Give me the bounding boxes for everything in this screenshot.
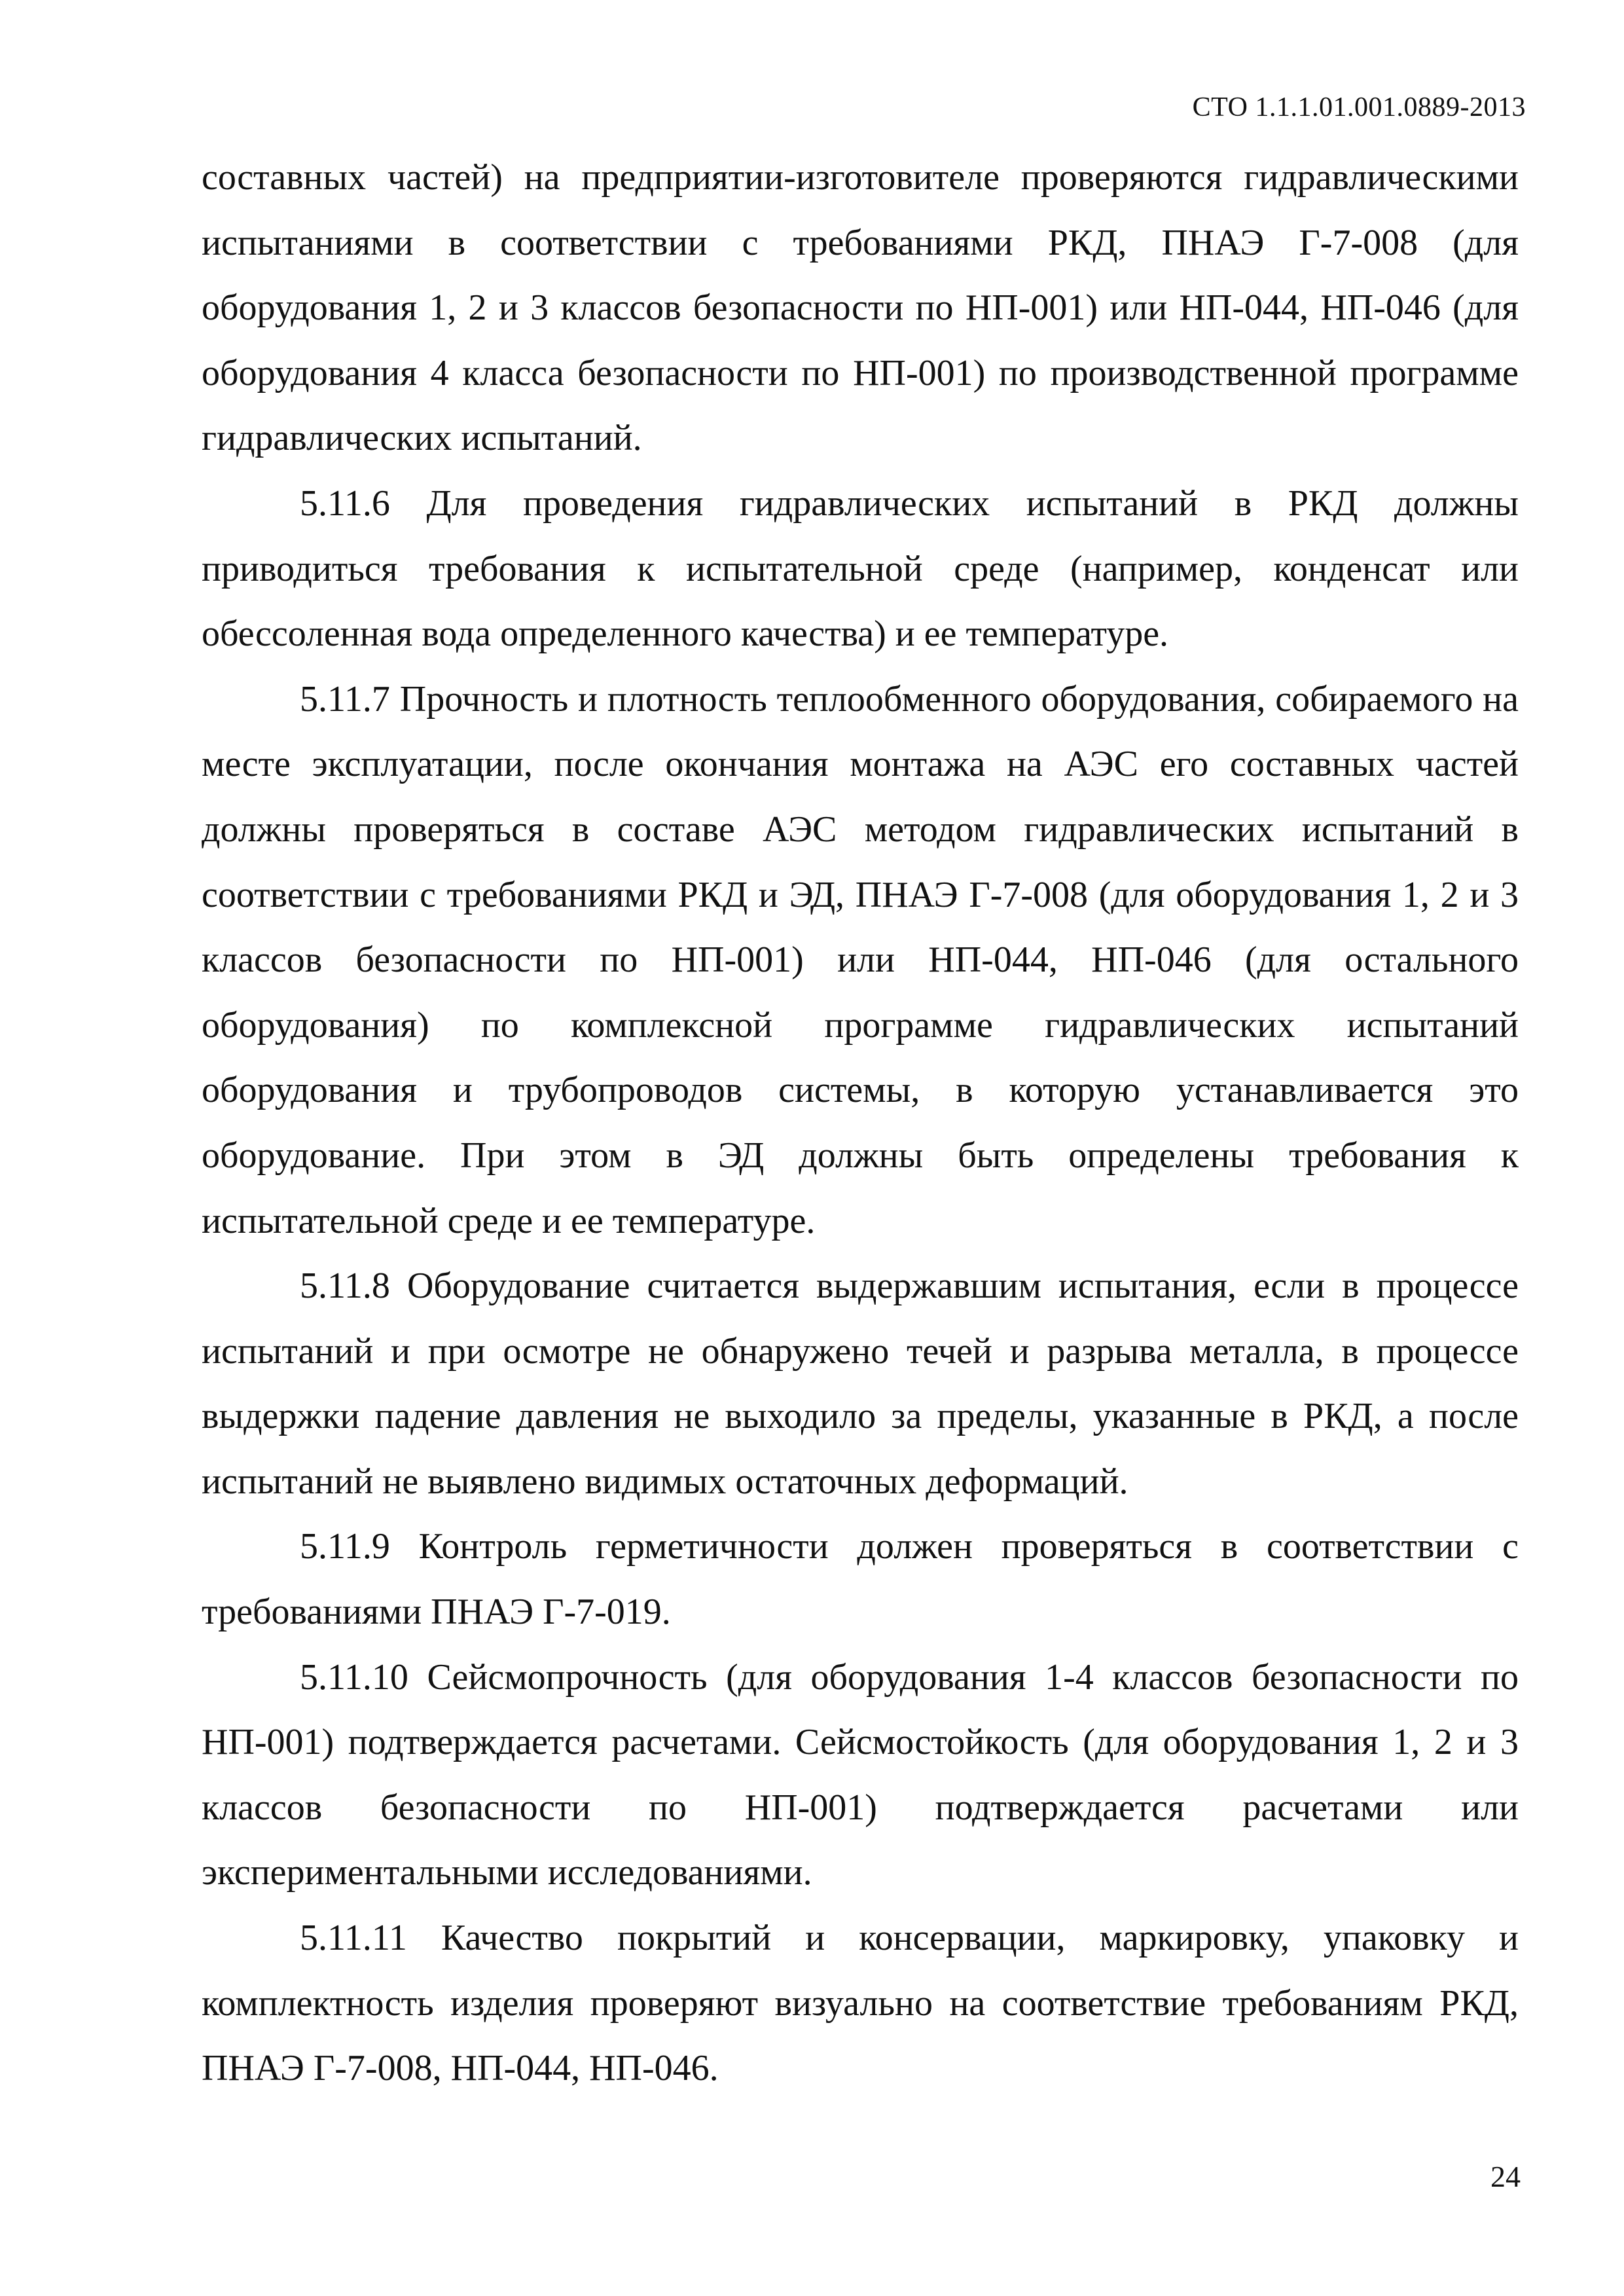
- paragraph-5-11-9: 5.11.9 Контроль герметичности должен проверяться в соответствии с требованиями ПНАЭ Г-7-019.: [202, 1526, 1519, 1633]
- paragraph-5-11-11: 5.11.11 Качество покрытий и консервации, маркировку, упаковку и комплектность изделия проверяют визуально на соответствие требованиям РКД, ПНАЭ Г-7-008, НП-044, НП-046.: [202, 1918, 1519, 2089]
- document-header: СТО 1.1.1.01.001.0889-2013: [1192, 92, 1526, 122]
- page-number: 24: [1490, 2160, 1521, 2193]
- paragraph-5-11-10: 5.11.10 Сейсмопрочность (для оборудования 1-4 классов безопасности по НП-001) подтверждается расчетами. Сейсмостойкость (для оборудования 1, 2 и 3 классов безопасности по НП-001) подтверждается расчетами или экспериментальными исследованиями.: [202, 1656, 1519, 1893]
- paragraph-5-11-8: 5.11.8 Оборудование считается выдержавшим испытания, если в процессе испытаний и при осмотре не обнаружено течей и разрыва металла, в процессе выдержки падение давления не выходило за пределы, указанные в РКД, а после испытаний не выявлено видимых остаточных деформаций.: [202, 1266, 1519, 1502]
- document-body: [202, 145, 1519, 2102]
- paragraph-5-11-7: 5.11.7 Прочность и плотность теплообменного оборудования, собираемого на месте эксплуатации, после окончания монтажа на АЭС его составных частей должны проверяться в составе АЭС методом гидравлических испытаний в соответствии с требованиями РКД и ЭД, ПНАЭ Г-7-008 (для оборудования 1, 2 и 3 классов безопасности по НП-001) или НП-044, НП-046 (для остального оборудования) по комплексной программе гидравлических испытаний оборудования и трубопроводов системы, в которую устанавливается это оборудование. При этом в ЭД должны быть определены требования к испытательной среде и ее температуре.: [202, 678, 1519, 1241]
- paragraph-continuation: составных частей) на предприятии-изготовителе проверяются гидравлическими испытаниями в соответствии с требованиями РКД, ПНАЭ Г-7-008 (для оборудования 1, 2 и 3 классов безопасности по НП-001) или НП-044, НП-046 (для оборудования 4 класса безопасности по НП-001) по производственной программе гидравлических испытаний.: [202, 157, 1519, 459]
- paragraph-5-11-6: 5.11.6 Для проведения гидравлических испытаний в РКД должны приводиться требования к испытательной среде (например, конденсат или обессоленная вода определенного качества) и ее температуре.: [202, 483, 1519, 655]
